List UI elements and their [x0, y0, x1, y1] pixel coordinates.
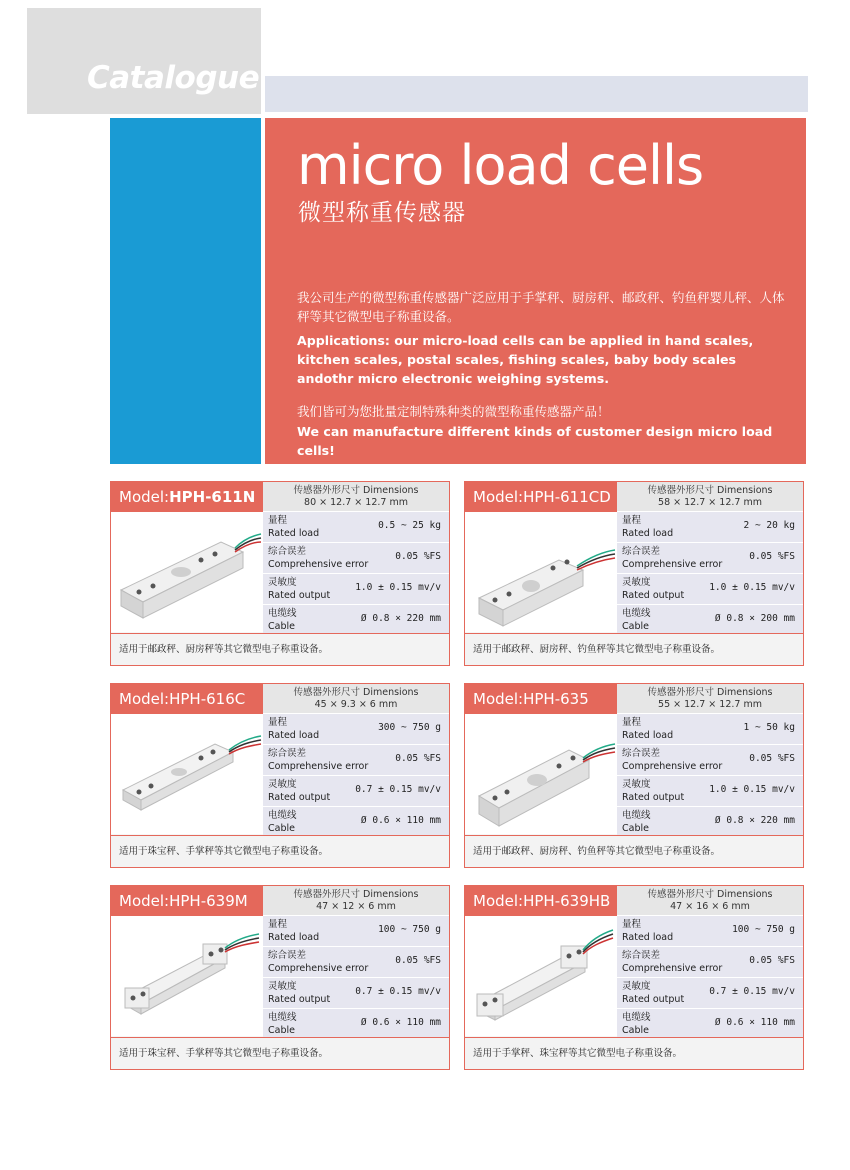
rated-load-row: 量程 Rated load 1 ~ 50 kg — [617, 714, 803, 745]
model-label: Model:HPH-639HB — [465, 886, 617, 916]
error-row: 综合误差 Comprehensive error 0.05 %FS — [263, 947, 449, 978]
output-row: 灵敏度 Rated output 1.0 ± 0.15 mv/v — [617, 776, 803, 807]
load-cell-image — [111, 512, 263, 632]
header-strip — [265, 76, 808, 112]
model-label: Model:HPH-611N — [111, 482, 263, 512]
rated-load-row: 量程 Rated load 2 ~ 20 kg — [617, 512, 803, 543]
applications-cn: 我公司生产的微型称重传感器广泛应用于手掌秤、厨房秤、邮政秤、钓鱼秤婴儿秤、人体秤等其它微型电子称重设备。 — [297, 290, 785, 324]
spec-table — [617, 482, 803, 634]
spec-table — [263, 886, 449, 1038]
dimensions-cell: 传感器外形尺寸 Dimensions 55 × 12.7 × 12.7 mm — [617, 684, 803, 714]
output-row: 灵敏度 Rated output 0.7 ± 0.15 mv/v — [263, 978, 449, 1009]
dimensions-cell: 传感器外形尺寸 Dimensions 80 × 12.7 × 12.7 mm — [263, 482, 449, 512]
model-label: Model:HPH-611CD — [465, 482, 617, 512]
spec-table — [617, 684, 803, 836]
dimensions-cell: 传感器外形尺寸 Dimensions 47 × 16 × 6 mm — [617, 886, 803, 916]
product-card-hph-635 — [464, 683, 804, 868]
product-card-hph-611n — [110, 481, 450, 666]
error-row: 综合误差 Comprehensive error 0.05 %FS — [263, 543, 449, 574]
dimensions-cell: 传感器外形尺寸 Dimensions 47 × 12 × 6 mm — [263, 886, 449, 916]
usage-note: 适用于手掌秤、珠宝秤等其它微型电子称重设备。 — [465, 1037, 803, 1069]
error-row: 综合误差 Comprehensive error 0.05 %FS — [617, 543, 803, 574]
product-card-hph-611cd — [464, 481, 804, 666]
load-cell-image — [465, 512, 617, 632]
error-row: 综合误差 Comprehensive error 0.05 %FS — [617, 745, 803, 776]
model-label: Model:HPH-616C — [111, 684, 263, 714]
usage-note: 适用于邮政秤、厨房秤、钓鱼秤等其它微型电子称重设备。 — [465, 835, 803, 867]
cable-row: 电缆线 Cable Ø 0.6 × 110 mm — [263, 1009, 449, 1040]
model-label: Model:HPH-635 — [465, 684, 617, 714]
output-row: 灵敏度 Rated output 0.7 ± 0.15 mv/v — [617, 978, 803, 1009]
blue-accent-block — [110, 118, 261, 464]
rated-load-row: 量程 Rated load 100 ~ 750 g — [263, 916, 449, 947]
load-cell-image — [465, 916, 617, 1036]
spec-table — [617, 886, 803, 1038]
spec-table — [263, 684, 449, 836]
dimensions-cell: 传感器外形尺寸 Dimensions 58 × 12.7 × 12.7 mm — [617, 482, 803, 512]
output-row: 灵敏度 Rated output 1.0 ± 0.15 mv/v — [617, 574, 803, 605]
output-row: 灵敏度 Rated output 1.0 ± 0.15 mv/v — [263, 574, 449, 605]
output-row: 灵敏度 Rated output 0.7 ± 0.15 mv/v — [263, 776, 449, 807]
usage-note: 适用于邮政秤、厨房秤等其它微型电子称重设备。 — [111, 633, 449, 665]
product-card-hph-639m — [110, 885, 450, 1070]
cable-row: 电缆线 Cable Ø 0.8 × 220 mm — [263, 605, 449, 636]
cable-row: 电缆线 Cable Ø 0.8 × 220 mm — [617, 807, 803, 838]
applications-en: Applications: our micro-load cells can be applied in hand scales, kitchen scales, postal scales, fishing scales, baby body scales andothr micro electronic weighing systems. — [297, 333, 754, 386]
cable-row: 电缆线 Cable Ø 0.6 × 110 mm — [617, 1009, 803, 1040]
custom-cn: 我们皆可为您批量定制特殊种类的微型称重传感器产品！ — [297, 404, 610, 419]
product-card-hph-639hb — [464, 885, 804, 1070]
model-label: Model:HPH-639M — [111, 886, 263, 916]
spec-table — [263, 482, 449, 634]
error-row: 综合误差 Comprehensive error 0.05 %FS — [617, 947, 803, 978]
rated-load-row: 量程 Rated load 300 ~ 750 g — [263, 714, 449, 745]
rated-load-row: 量程 Rated load 100 ~ 750 g — [617, 916, 803, 947]
load-cell-image — [111, 916, 263, 1036]
cable-row: 电缆线 Cable Ø 0.6 × 110 mm — [263, 807, 449, 838]
error-row: 综合误差 Comprehensive error 0.05 %FS — [263, 745, 449, 776]
usage-note: 适用于珠宝秤、手掌秤等其它微型电子称重设备。 — [111, 835, 449, 867]
usage-note: 适用于邮政秤、厨房秤、钓鱼秤等其它微型电子称重设备。 — [465, 633, 803, 665]
catalogue-title: Catalogue — [87, 60, 260, 96]
usage-note: 适用于珠宝秤、手掌秤等其它微型电子称重设备。 — [111, 1037, 449, 1069]
intro-panel — [265, 118, 806, 464]
custom-en: We can manufacture different kinds of customer design micro load cells! — [297, 424, 773, 458]
load-cell-image — [465, 714, 617, 834]
rated-load-row: 量程 Rated load 0.5 ~ 25 kg — [263, 512, 449, 543]
page-title: micro load cells — [297, 134, 704, 197]
load-cell-image — [111, 714, 263, 834]
product-card-hph-616c — [110, 683, 450, 868]
page-title-cn: 微型称重传感器 — [298, 200, 466, 226]
cable-row: 电缆线 Cable Ø 0.8 × 200 mm — [617, 605, 803, 636]
catalogue-header — [27, 8, 261, 114]
dimensions-cell: 传感器外形尺寸 Dimensions 45 × 9.3 × 6 mm — [263, 684, 449, 714]
